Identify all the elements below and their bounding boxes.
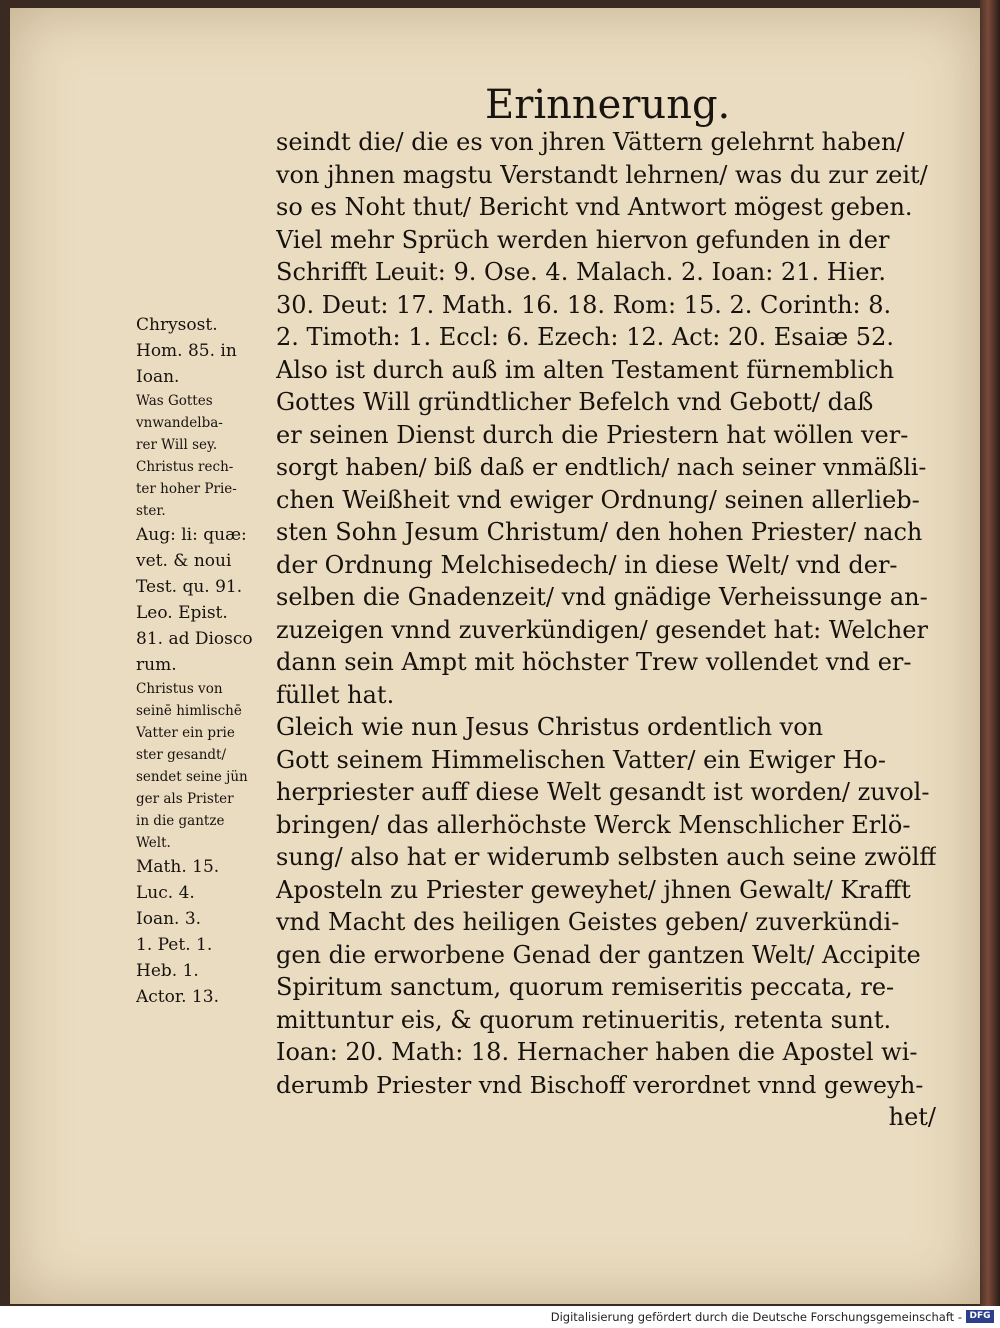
marginal-note: Was Gottes [136, 393, 213, 409]
marginal-note: Ioan. 3. [136, 909, 202, 929]
text-line: sorgt haben/ biß daß er endtlich/ nach seiner vnmäßli- [276, 453, 927, 481]
marginal-note: ster. [136, 503, 166, 519]
text-line: vnd Macht des heiligen Geistes geben/ zuverkündi- [276, 908, 900, 936]
marginal-note: Hom. 85. in [136, 341, 237, 361]
text-line: füllet hat. [276, 680, 395, 709]
text-line: sung/ also hat er widerumb selbsten auch seine zwölff [276, 843, 936, 871]
marginal-note: Leo. Epist. [136, 603, 228, 623]
text-line: chen Weißheit vnd ewiger Ordnung/ seinen allerlieb- [276, 485, 920, 514]
marginal-note: ster gesandt/ [136, 747, 227, 763]
text-line: derumb Priester vnd Bischoff verordnet vnnd geweyh- [276, 1070, 924, 1099]
text-line: selben die Gnadenzeit/ vnd gnädige Verheissunge an- [276, 583, 928, 611]
text-line: bringen/ das allerhöchste Werck Menschlicher Erlö- [276, 810, 911, 839]
marginal-note: 81. ad Diosco [136, 629, 253, 649]
marginal-note: Luc. 4. [136, 883, 195, 903]
marginal-note: Heb. 1. [136, 961, 199, 981]
text-line: Gleich wie nun Jesus Christus ordentlich von [276, 713, 824, 741]
marginal-note: rum. [136, 655, 177, 675]
text-line: Spiritum sanctum, quorum remiseritis peccata, re- [276, 973, 895, 1001]
marginal-note: ter hoher Prie- [136, 481, 237, 497]
marginal-note: Christus von [136, 681, 223, 697]
text-line: Also ist durch auß im alten Testament fürnemblich [276, 355, 895, 384]
marginal-note: vet. & noui [136, 551, 232, 571]
text-line: so es Noht thut/ Bericht vnd Antwort mögest geben. [276, 193, 913, 221]
dfg-logo: DFG [966, 1310, 994, 1323]
text-line: 30. Deut: 17. Math. 16. 18. Rom: 15. 2. Corinth: 8. [276, 290, 892, 319]
main-text-block [276, 126, 936, 1134]
text-line: seindt die/ die es von jhren Vättern gelehrnt haben/ [276, 128, 905, 156]
marginal-note: in die gantze [136, 813, 225, 829]
footer-bar [0, 1306, 1000, 1328]
running-head: Erinnerung. [485, 82, 731, 128]
marginal-note: Aug: li: quæ: [136, 525, 247, 545]
text-line: herpriester auff diese Welt gesandt ist worden/ zuvol- [276, 778, 930, 806]
marginal-note: Ioan. [136, 367, 180, 387]
marginal-note: Actor. 13. [136, 987, 219, 1007]
text-line: der Ordnung Melchisedech/ in diese Welt/ vnd der- [276, 550, 898, 579]
text-line: Aposteln zu Priester geweyhet/ jhnen Gewalt/ Krafft [276, 875, 911, 904]
marginal-note: sendet seine jün [136, 769, 248, 785]
text-line: Viel mehr Sprüch werden hiervon gefunden in der [276, 225, 890, 254]
text-line: Gott seinem Himmelischen Vatter/ ein Ewiger Ho- [276, 745, 886, 774]
text-line: 2. Timoth: 1. Eccl: 6. Ezech: 12. Act: 20. Esaiæ 52. [276, 323, 894, 351]
text-line: er seinen Dienst durch die Priestern hat wöllen ver- [276, 420, 909, 449]
marginal-note: Welt. [136, 835, 171, 851]
marginal-note: seinē himlischē [136, 703, 242, 719]
text-line: zuzeigen vnnd zuverkündigen/ gesendet hat: Welcher [276, 615, 928, 644]
text-line: Gottes Will gründtlicher Befelch vnd Gebott/ daß [276, 388, 874, 416]
marginal-notes [136, 312, 272, 1010]
footer-credit: Digitalisierung gefördert durch die Deutsche Forschungsgemeinschaft - [550, 1310, 962, 1324]
text-line: sten Sohn Jesum Christum/ den hohen Priester/ nach [276, 518, 923, 546]
marginal-note: vnwandelba- [136, 415, 223, 431]
marginal-note: rer Will sey. [136, 437, 218, 453]
text-line: von jhnen magstu Verstandt lehrnen/ was du zur zeit/ [276, 160, 928, 189]
marginal-note: Christus rech- [136, 459, 234, 475]
marginal-note: ger als Prister [136, 791, 234, 807]
text-line: dann sein Ampt mit höchster Trew vollendet vnd er- [276, 648, 912, 676]
marginal-note: Chrysost. [136, 315, 218, 335]
text-line: het/ [888, 1103, 936, 1131]
marginal-note: Math. 15. [136, 857, 220, 877]
text-line: Schrifft Leuit: 9. Ose. 4. Malach. 2. Ioan: 21. Hier. [276, 258, 886, 286]
text-line: gen die erworbene Genad der gantzen Welt/ Accipite [276, 940, 921, 969]
book-edge [980, 0, 1000, 1306]
marginal-note: Vatter ein prie [136, 725, 235, 741]
marginal-note: Test. qu. 91. [136, 577, 243, 597]
text-line: Ioan: 20. Math: 18. Hernacher haben die Apostel wi- [276, 1038, 918, 1066]
marginal-note: 1. Pet. 1. [136, 935, 213, 955]
text-line: mittuntur eis, & quorum retinueritis, retenta sunt. [276, 1005, 892, 1034]
